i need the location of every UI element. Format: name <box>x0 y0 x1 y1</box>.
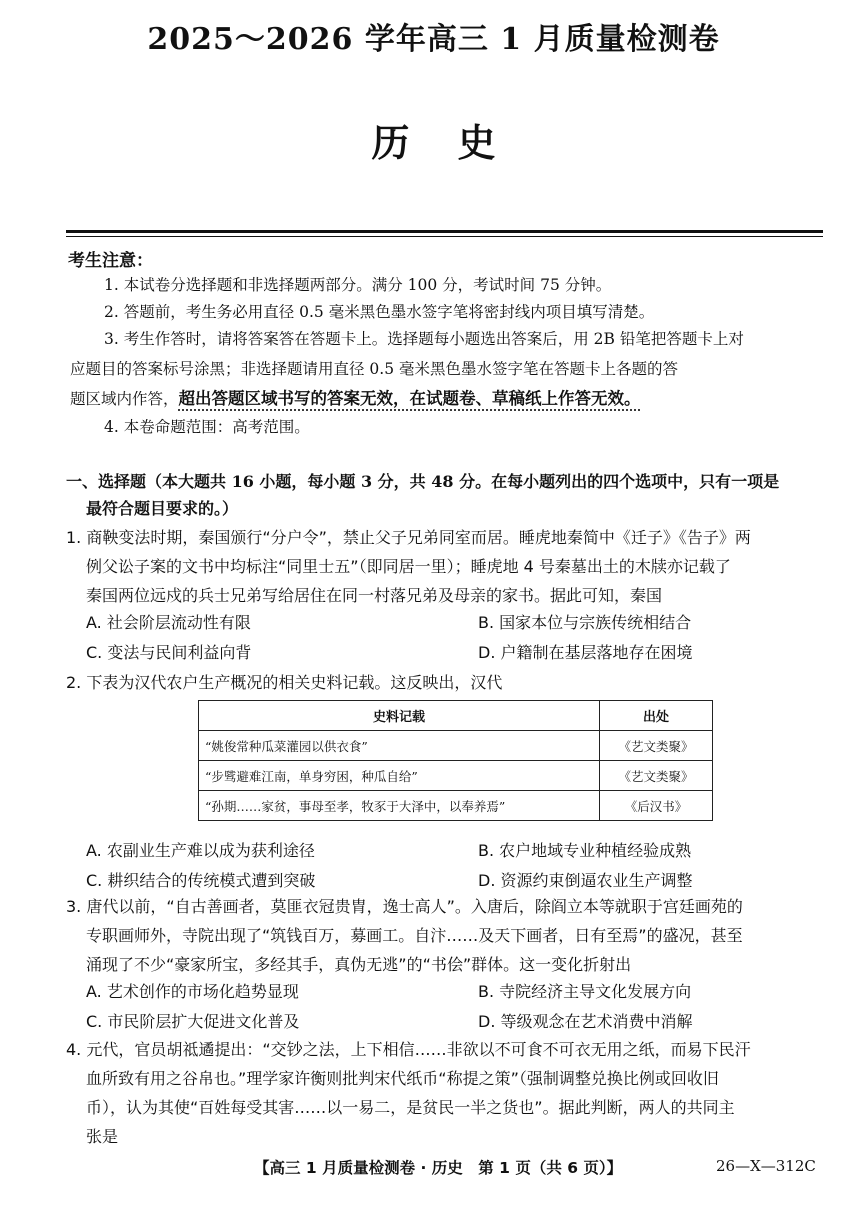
question-2-stem: 2. 下表为汉代农户生产概况的相关史料记载。这反映出，汉代 <box>66 673 503 692</box>
question-4-line-2: 血所致有用之谷帛也。”理学家许衡则批判宋代纸币“称提之策”（强制调整兑换比例或回收旧 <box>86 1069 719 1088</box>
question-2-option-d: D. 资源约束倒逼农业生产调整 <box>478 871 693 890</box>
table-cell-record: “孙期……家贫，事母至孝，牧豕于大泽中，以奉养焉” <box>199 791 600 821</box>
question-1-option-a: A. 社会阶层流动性有限 <box>86 613 251 632</box>
question-2-option-c: C. 耕织结合的传统模式遭到突破 <box>86 871 316 890</box>
divider-thin <box>66 236 823 237</box>
question-4-line-1: 4. 元代，官员胡祗遹提出：“交钞之法，上下相信……非欲以不可食不可衣无用之纸，而易下民汗 <box>66 1040 751 1059</box>
question-4-line-4: 张是 <box>86 1127 119 1146</box>
divider-thick <box>66 230 823 233</box>
section-heading <box>66 468 828 522</box>
question-4-stem <box>66 1035 828 1151</box>
question-3-line-1: 3. 唐代以前，“自古善画者，莫匪衣冠贵胄，逸士高人”。入唐后，除阎立本等就职于宫廷画苑的 <box>66 897 743 916</box>
exam-code: 26—X—312C <box>716 1157 816 1175</box>
page-footer: 【高三 1 月质量检测卷 · 历史 第 1 页（共 6 页）】 <box>254 1159 623 1177</box>
notice-item-3-line-3 <box>70 384 826 414</box>
exam-title: 2025～2026 学年高三 1 月质量检测卷 <box>147 22 720 57</box>
question-3-option-d: D. 等级观念在艺术消费中消解 <box>478 1012 693 1031</box>
table-cell-source: 《后汉书》 <box>600 791 713 821</box>
notice-item-2: 2. 答题前，考生务必用直径 0.5 毫米黑色墨水签字笔将密封线内项目填写清楚。 <box>104 303 655 321</box>
notice-item-3-line-1: 3. 考生作答时，请将答案答在答题卡上。选择题每小题选出答案后，用 2B 铅笔把答题卡上对 <box>104 330 744 348</box>
section-heading-line-1: 一、选择题（本大题共 16 小题，每小题 3 分，共 48 分。在每小题列出的四个选项中，只有一项是 <box>66 472 780 491</box>
question-3-line-2: 专职画师外，寺院出现了“筑钱百万，募画工。自汴……及天下画者，日有至焉”的盛况，甚至 <box>86 926 743 945</box>
question-1-option-d: D. 户籍制在基层落地存在困境 <box>478 643 693 662</box>
table-row <box>199 731 713 761</box>
question-1-option-b: B. 国家本位与宗族传统相结合 <box>478 613 692 632</box>
notice-emphasis: 超出答题区域书写的答案无效，在试题卷、草稿纸上作答无效。 <box>178 389 641 408</box>
question-3-option-a: A. 艺术创作的市场化趋势显现 <box>86 982 299 1001</box>
question-3-line-3: 涌现了不少“豪家所宝，多经其手，真伪无逃”的“书侩”群体。这一变化折射出 <box>86 955 632 974</box>
table-header-source: 出处 <box>600 701 713 731</box>
table-header-record: 史料记载 <box>199 701 600 731</box>
question-2-option-b: B. 农户地域专业种植经验成熟 <box>478 841 692 860</box>
table-row <box>199 761 713 791</box>
notice-item-4: 4. 本卷命题范围：高考范围。 <box>104 418 310 436</box>
notice-item-1: 1. 本试卷分选择题和非选择题两部分。满分 100 分，考试时间 75 分钟。 <box>104 276 612 294</box>
question-1-line-2: 例父讼子案的文书中均标注“同里士五”（即同居一里）；睡虎地 4 号秦墓出土的木牍亦记载了 <box>86 557 731 576</box>
notice-item-3-line-2: 应题目的答案标号涂黑；非选择题请用直径 0.5 毫米黑色墨水签字笔在答题卡上各题的答 <box>70 360 679 378</box>
question-1-option-c: C. 变法与民间利益向背 <box>86 643 252 662</box>
question-3-stem <box>66 892 828 979</box>
section-heading-line-2: 最符合题目要求的。） <box>86 499 239 518</box>
subject-title: 历史 <box>371 120 544 165</box>
notice-heading: 考生注意： <box>68 251 153 271</box>
table-cell-record: “步骘避难江南，单身穷困，种瓜自给” <box>199 761 600 791</box>
table-cell-record: “姚俊常种瓜菜灌园以供衣食” <box>199 731 600 761</box>
question-1-line-3: 秦国两位远戍的兵士兄弟写给居住在同一村落兄弟及母亲的家书。据此可知，秦国 <box>86 586 663 605</box>
table-header-row <box>199 701 713 731</box>
question-2-option-a: A. 农副业生产难以成为获利途径 <box>86 841 315 860</box>
notice-item-3-line-3-text: 题区域内作答， <box>70 390 179 408</box>
notice-item-3 <box>70 324 826 414</box>
question-3-option-c: C. 市民阶层扩大促进文化普及 <box>86 1012 300 1031</box>
table-cell-source: 《艺文类聚》 <box>600 761 713 791</box>
question-1-line-1: 1. 商鞅变法时期，秦国颁行“分户令”，禁止父子兄弟同室而居。睡虎地秦简中《迁子》《告子》两 <box>66 528 751 547</box>
source-table <box>198 700 713 821</box>
question-3-option-b: B. 寺院经济主导文化发展方向 <box>478 982 692 1001</box>
table-row <box>199 791 713 821</box>
question-1-stem <box>66 523 828 610</box>
question-4-line-3: 币），认为其使“百姓每受其害……以一易二，是贫民一半之货也”。据此判断，两人的共同主 <box>86 1098 735 1117</box>
table-cell-source: 《艺文类聚》 <box>600 731 713 761</box>
